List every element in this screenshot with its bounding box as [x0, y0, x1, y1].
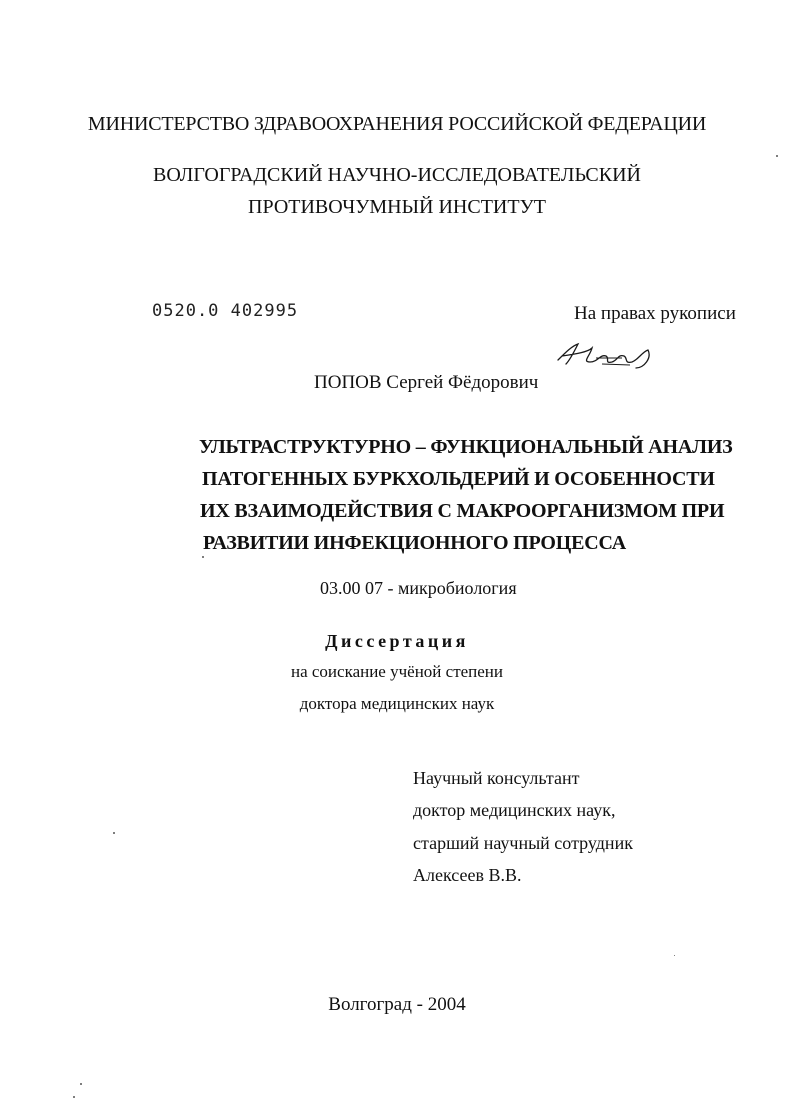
scan-speck	[113, 832, 115, 834]
thesis-title-line-4: РАЗВИТИИ ИНФЕКЦИОННОГО ПРОЦЕССА	[203, 532, 627, 554]
thesis-title-line-3: ИХ ВЗАИМОДЕЙСТВИЯ С МАКРООРГАНИЗМОМ ПРИ	[200, 500, 725, 522]
document-type: Диссертация	[325, 631, 469, 651]
thesis-title-line-2: ПАТОГЕННЫХ БУРКХОЛЬДЕРИЙ И ОСОБЕННОСТИ	[202, 468, 715, 490]
scan-speck	[80, 1083, 82, 1085]
scan-speck	[776, 155, 778, 157]
scan-speck	[202, 556, 204, 558]
scan-speck	[674, 955, 675, 956]
specialty-code: 03.00 07 - микробиология	[320, 578, 517, 598]
degree-line-2: доктора медицинских наук	[299, 694, 495, 713]
handwritten-signature	[552, 334, 662, 374]
registry-code-stamp: 0520.0 402995	[152, 301, 299, 321]
author-name: ПОПОВ Сергей Фёдорович	[314, 372, 539, 393]
institute-name-line-2: ПРОТИВОЧУМНЫЙ ИНСТИТУТ	[248, 196, 546, 218]
degree-line-1: на соискание учёной степени	[290, 662, 504, 681]
manuscript-rights-note: На правах рукописи	[574, 303, 736, 324]
institute-name-line-1: ВОЛГОГРАДСКИЙ НАУЧНО-ИССЛЕДОВАТЕЛЬСКИЙ	[152, 164, 642, 186]
advisor-degree: доктор медицинских наук,	[413, 800, 616, 820]
scan-speck	[73, 1096, 75, 1098]
ministry-name: МИНИСТЕРСТВО ЗДРАВООХРАНЕНИЯ РОССИЙСКОЙ ФЕДЕРАЦИИ	[87, 113, 707, 135]
city-year: Волгоград - 2004	[328, 994, 466, 1015]
thesis-title-line-1: УЛЬТРАСТРУКТУРНО – ФУНКЦИОНАЛЬНЫЙ АНАЛИЗ	[199, 436, 733, 458]
advisor-name: Алексеев В.В.	[413, 865, 522, 885]
advisor-role: Научный консультант	[413, 768, 580, 788]
advisor-position: старший научный сотрудник	[413, 833, 633, 853]
